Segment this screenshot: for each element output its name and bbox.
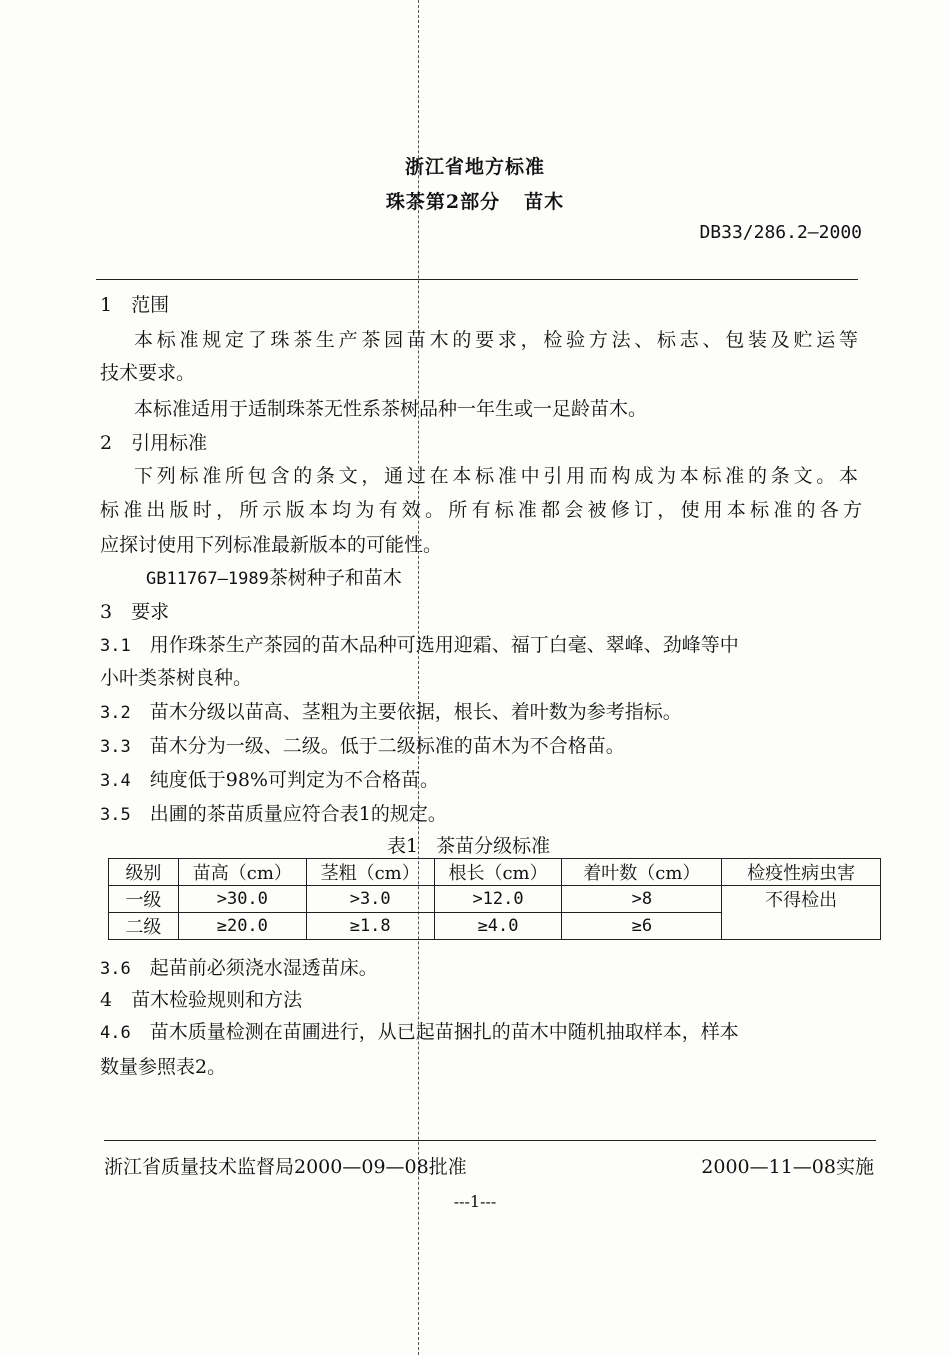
clause-text: 出圃的茶苗质量应符合表1的规定。: [149, 803, 447, 825]
reference-title: 茶树种子和苗木: [268, 567, 402, 589]
header-cell: 苗高（cm）: [178, 859, 306, 886]
clause-number: 3.3: [100, 737, 131, 757]
table-cell: >8: [562, 886, 722, 913]
clause-text: 苗木分为一级、二级。低于二级标准的苗木为不合格苗。: [149, 735, 625, 757]
clause-3-1-line-2: 小叶类茶树良种。: [100, 667, 253, 689]
table-cell: 二级: [109, 913, 179, 940]
table-1-caption: [387, 831, 550, 858]
table-cell: ≥6: [562, 913, 722, 940]
header-cell: 着叶数（cm）: [562, 859, 722, 886]
header-cell: 茎粗（cm）: [306, 859, 434, 886]
table-cell: >12.0: [434, 886, 562, 913]
standard-type-title: 浙江省地方标准: [404, 156, 545, 178]
section-2-heading: 2 引用标准: [100, 432, 208, 454]
grading-table: [108, 858, 881, 940]
clause-3-6: [100, 953, 378, 980]
clause-text: 用作珠茶生产茶园的苗木品种可选用迎霜、福丁白毫、翠峰、劲峰等中: [149, 634, 739, 656]
header-cell: 级别: [109, 859, 179, 886]
section-2-reference: [146, 563, 402, 590]
clause-3-4: [100, 765, 439, 792]
section-2-para-line-2: 标准出版时，所示版本均为有效。所有标准都会被修订，使用本标准的各方: [100, 499, 862, 521]
table-caption-title: 茶苗分级标准: [436, 835, 551, 857]
clause-text: 苗木质量检测在苗圃进行，从已起苗捆扎的苗木中随机抽取样本，样本: [149, 1021, 739, 1043]
clause-number: 4.6: [100, 1023, 131, 1043]
clause-number: 3.4: [100, 771, 131, 791]
clause-3-3: [100, 731, 625, 758]
table-cell: >30.0: [178, 886, 306, 913]
section-1-para-2: 本标准适用于适制珠茶无性系茶树品种一年生或一足龄苗木。: [134, 398, 648, 420]
header-rule: [96, 279, 858, 280]
clause-number: 3.5: [100, 805, 131, 825]
section-1-para-1-line-2: 技术要求。: [100, 362, 196, 384]
implementation-date: 2000—11—08实施: [701, 1156, 874, 1178]
clause-number: 3.6: [100, 959, 131, 979]
clause-4-6-line-1: [100, 1017, 868, 1044]
document-title-part: 珠茶第2部分: [385, 191, 501, 213]
clause-4-6-line-2: 数量参照表2。: [100, 1056, 227, 1078]
document-title-subject: 苗木: [524, 191, 565, 213]
header-cell: 根长（cm）: [434, 859, 562, 886]
table-cell: ≥20.0: [178, 913, 306, 940]
clause-3-2: [100, 697, 682, 724]
pest-cell: 不得检出: [722, 886, 881, 940]
table-cell: ≥1.8: [306, 913, 434, 940]
reference-code: GB11767—1989: [146, 569, 269, 589]
clause-number: 3.1: [100, 636, 131, 656]
table-cell: 一级: [109, 886, 179, 913]
approval-note: 浙江省质量技术监督局2000—09—08批准: [104, 1156, 467, 1178]
clause-3-5: [100, 799, 447, 826]
clause-text: 纯度低于98%可判定为不合格苗。: [149, 769, 439, 791]
section-4-heading: 4 苗木检验规则和方法: [100, 989, 303, 1011]
clause-3-1-line-1: [100, 630, 739, 657]
section-2-para-line-1: 下列标准所包含的条文，通过在本标准中引用而构成为本标准的条文。本: [134, 465, 858, 487]
document-title: [0, 187, 950, 214]
page-number: ---1---: [453, 1192, 497, 1211]
table-header-row: [109, 859, 881, 886]
table-cell: ≥4.0: [434, 913, 562, 940]
section-3-heading: 3 要求: [100, 601, 170, 623]
table-cell: >3.0: [306, 886, 434, 913]
section-1-heading: 1 范围: [100, 294, 170, 316]
section-2-para-line-3: 应探讨使用下列标准最新版本的可能性。: [100, 534, 443, 556]
clause-text: 苗木分级以苗高、茎粗为主要依据，根长、着叶数为参考指标。: [149, 701, 682, 723]
footer-rule: [104, 1140, 876, 1141]
section-1-para-1-line-1: 本标准规定了珠茶生产茶园苗木的要求，检验方法、标志、包装及贮运等: [134, 329, 858, 351]
clause-text: 起苗前必须浇水湿透苗床。: [149, 957, 378, 979]
header-cell: 检疫性病虫害: [722, 859, 881, 886]
clause-number: 3.2: [100, 703, 131, 723]
standard-code: DB33/286.2—2000: [699, 222, 862, 243]
table-row: [109, 886, 881, 913]
table-caption-number: 表1: [387, 835, 419, 857]
